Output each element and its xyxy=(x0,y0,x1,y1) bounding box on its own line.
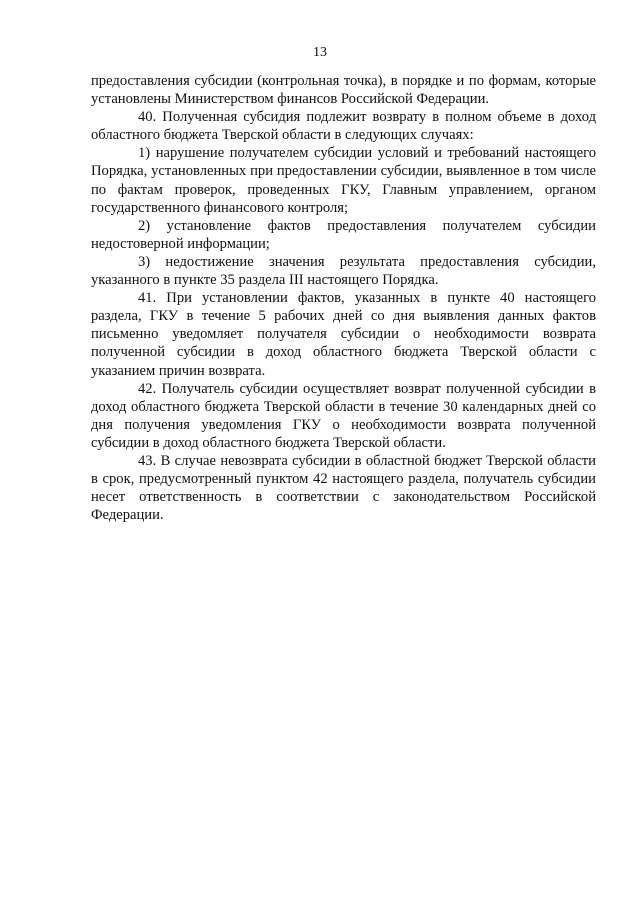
paragraph-clause-40: 40. Полученная субсидия подлежит возврату в полном объеме в доход областного бюджета Тверской области в следующих случаях: xyxy=(91,109,596,144)
page-number: 13 xyxy=(313,45,327,60)
paragraph-clause-42: 42. Получатель субсидии осуществляет возврат полученной субсидии в доход областного бюджета Тверской области в течение 30 календарных дней со дня получения уведомления ГКУ о необходимости возврата полученной субсидии в доход областного бюджета Тверской области. xyxy=(91,380,596,451)
paragraph-item-2: 2) установление фактов предоставления получателем субсидии недостоверной информации; xyxy=(91,217,596,252)
paragraph-item-1: 1) нарушение получателем субсидии условий и требований настоящего Порядка, установленных при предоставлении субсидии, выявленное в том числе по фактам проверок, проведенных ГКУ, Главным управлением, органом государственного финансового контроля; xyxy=(91,145,596,216)
paragraph-clause-41: 41. При установлении фактов, указанных в пункте 40 настоящего раздела, ГКУ в течение 5 рабочих дней со дня выявления данных фактов письменно уведомляет получателя субсидии о необходимости возврата полученной субсидии в доход областного бюджета Тверской области с указанием причин возврата. xyxy=(91,290,596,379)
paragraph-clause-43: 43. В случае невозврата субсидии в областной бюджет Тверской области в срок, предусмотренный пунктом 42 настоящего раздела, получатель субсидии несет ответственность в соответствии с законодательством Российской Федерации. xyxy=(91,452,596,524)
document-body xyxy=(91,72,596,524)
paragraph-continuation: предоставления субсидии (контрольная точка), в порядке и по формам, которые установлены Министерством финансов Российской Федерации. xyxy=(91,73,596,108)
paragraph-item-3: 3) недостижение значения результата предоставления субсидии, указанного в пункте 35 раздела III настоящего Порядка. xyxy=(91,253,596,289)
